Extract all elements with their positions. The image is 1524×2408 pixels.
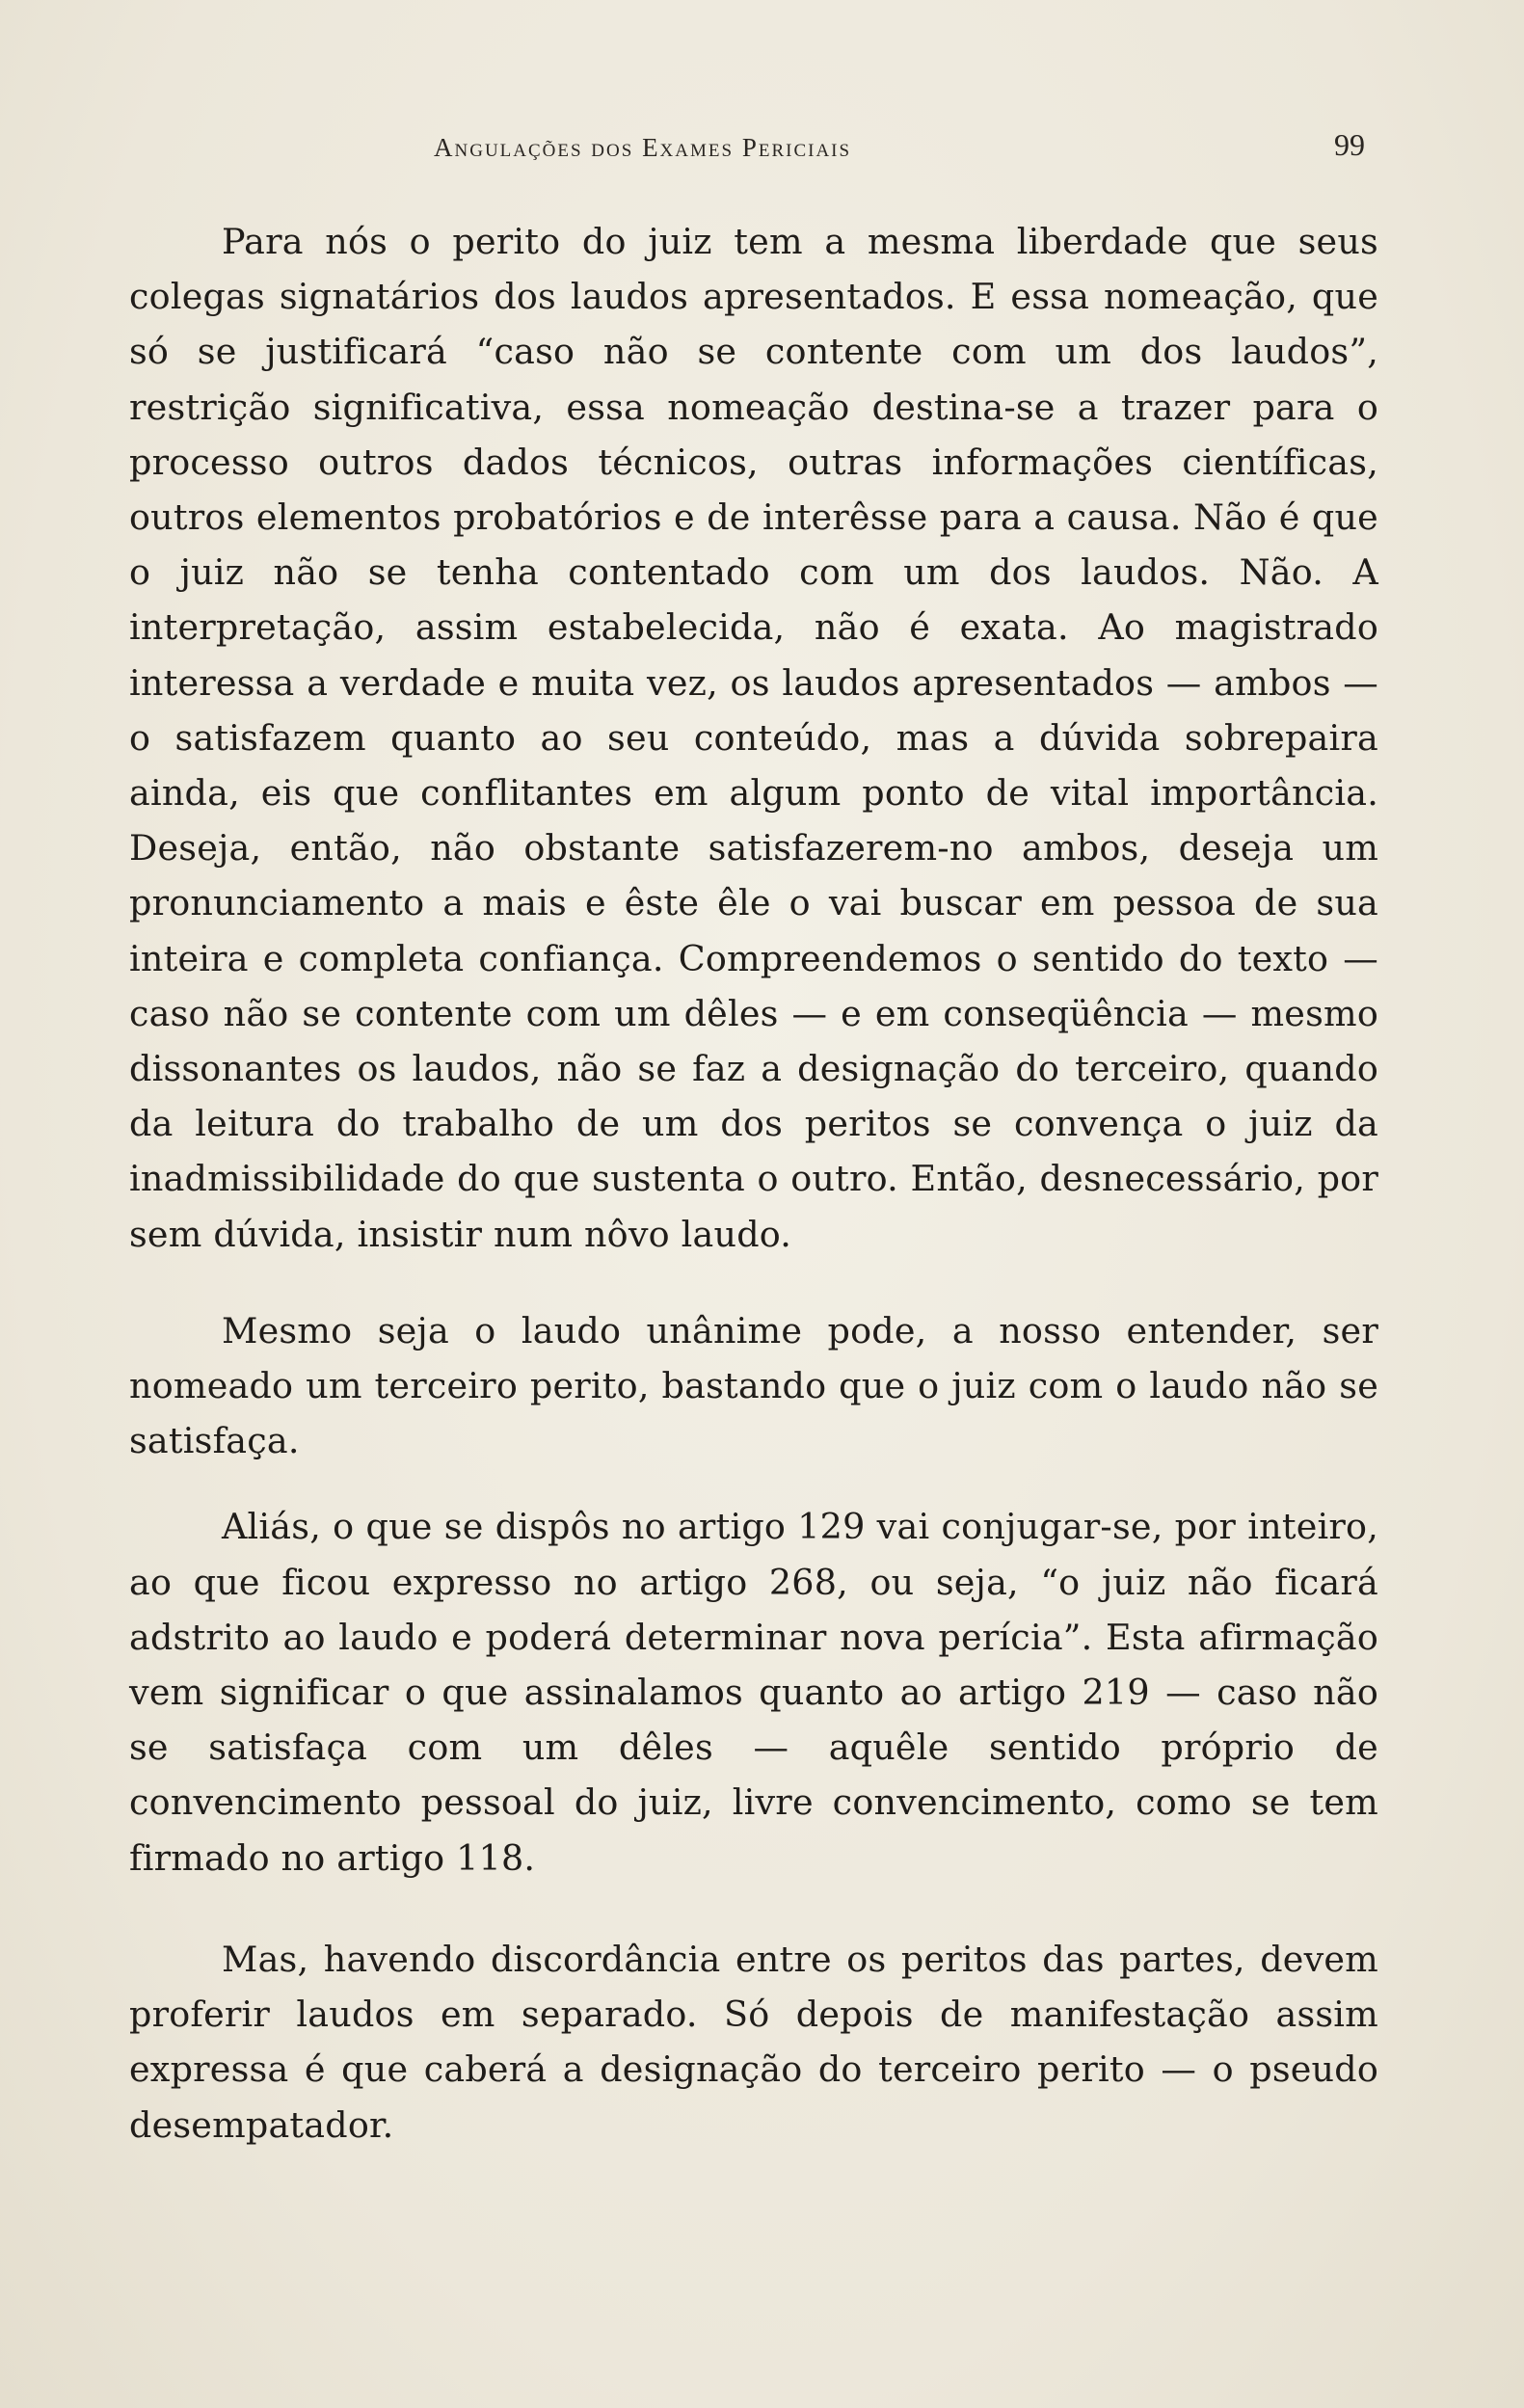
paragraph: Aliás, o que se dispôs no artigo 129 vai conjugar-se, por inteiro, ao que ficou expresso no artigo 268, ou seja, “o juiz não ficará adstrito ao laudo e poderá determinar nova perícia”. Esta afirmação vem significar o que assinalamos quanto ao artigo 219 — caso não se satisfaça com um dêles — aquêle sentido próprio de convencimento pessoal do juiz, livre convencimento, como se tem firmado no artigo 118. — [129, 1506, 1378, 1879]
paragraph: Mesmo seja o laudo unânime pode, a nosso entender, ser nomeado um terceiro perito, bastando que o juiz com o laudo não se satisfaça. — [129, 1309, 1378, 1462]
body-text — [129, 214, 1378, 2153]
page-number: 99 — [1334, 127, 1365, 162]
running-head-title: Angulações dos Exames Periciais — [434, 133, 852, 162]
paragraph: Mas, havendo discordância entre os peritos das partes, devem proferir laudos em separado. Só depois de manifestação assim expressa é que caberá a designação do terceiro perito — o pseudo desempatador. — [129, 1938, 1378, 2146]
paragraph: Para nós o perito do juiz tem a mesma liberdade que seus colegas signatários dos laudos apresentados. E essa nomeação, que só se justificará “caso não se contente com um dos laudos”, restrição significativa, essa nomeação destina-se a trazer para o processo outros dados técnicos, outras informações científicas, outros elementos probatórios e de interêsse para a causa. Não é que o juiz não se tenha contentado com um dos laudos. Não. A interpretação, assim estabelecida, não é exata. Ao magistrado interessa a verdade e muita vez, os laudos apresentados — ambos — o satisfazem quanto ao seu conteúdo, mas a dúvida sobrepaira ainda, eis que conflitantes em algum ponto de vital importância. Deseja, então, não obstante satisfazerem-no ambos, deseja um pronunciamento a mais e êste êle o vai buscar em pessoa de sua inteira e completa confiança. Compreendemos o sentido do texto — caso não se contente com um dêles — e em conseqüência — mesmo dissonantes os laudos, não se faz a designação do terceiro, quando da leitura do trabalho de um dos peritos se convença o juiz da inadmissibilidade do que sustenta o outro. Então, desnecessário, por sem dúvida, insistir num nôvo laudo. — [129, 221, 1378, 1255]
